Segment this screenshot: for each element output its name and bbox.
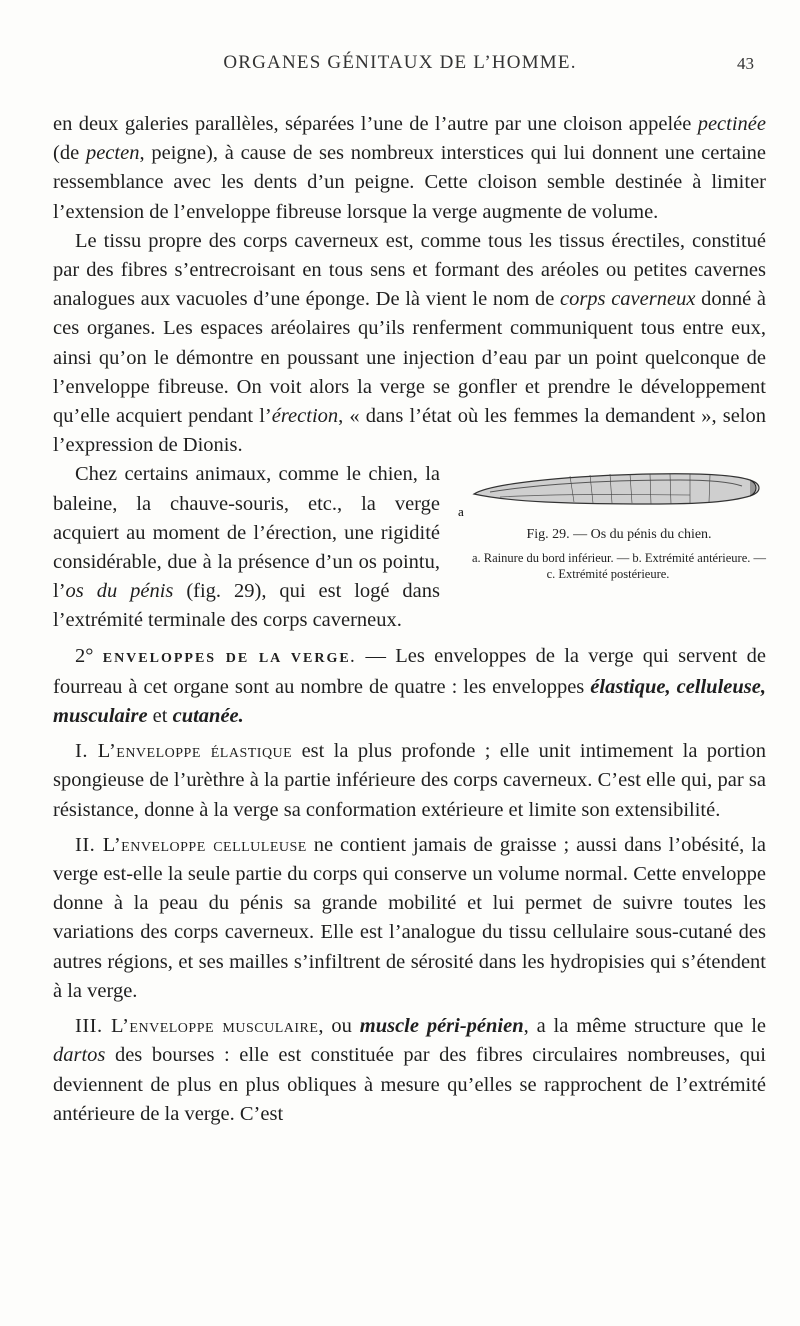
paragraph-7: III. L’enveloppe musculaire, ou muscle péri-pénien, a la même structure que le dartos des bourses : elle est constituée par des fibres circulaires nombreuses, qui deviennent de plus en plus obliques à mesure qu’elles se rapprochent de l’extrémité antérieure de la verge. C’est [53,1015,766,1125]
running-title: ORGANES GÉNITAUX DE L’HOMME. [223,52,577,73]
figure-legend: a. Rainure du bord inférieur. — b. Extrémité antérieure. — c. Extrémité postérieure. [472,551,766,582]
penis-bone-illustration [450,464,766,524]
subsection-heading: II. L’enveloppe celluleuse [75,833,307,856]
paragraph-3: a Fig. 29. — Os du pénis du chien. a. Rainure du bord inférieur. — b. Extrémité antérieure. — c. Extrémité postérieure. Chez certains animaux, comme le chien, la baleine, la chauve-souris, etc., la verge acquiert au moment de l’érection, une rigidité considérable, due à la présence d’un os pointu, l’os du pénis (fig. 29), qui est logé dans l’extrémité terminale des corps caverneux. [53,463,766,632]
body-text [53,110,766,1129]
paragraph-4: 2° ENVELOPPES DE LA VERGE. — Les enveloppes de la verge qui servent de fourreau à cet organe sont au nombre de quatre : les enveloppes élastique, celluleuse, musculaire et cutanée. [53,644,767,728]
figure-label-a: a [458,504,464,520]
paragraph-1: en deux galeries parallèles, séparées l’une de l’autre par une cloison appelée pectinée (de pecten, peigne), à cause de ses nombreux interstices qui lui donnent une certaine ressemblance avec les dents d’un peigne. Cette cloison semble destinée à limiter l’extension de l’enveloppe fibreuse lorsque la verge augmente de volume. [53,113,766,223]
figure-29 [450,464,766,582]
page-header [0,52,800,82]
figure-caption: Fig. 29. — Os du pénis du chien. [526,527,712,543]
paragraph-2: Le tissu propre des corps caverneux est, comme tous les tissus érectiles, constitué par des fibres s’entrecroisant en tous sens et formant des aréoles ou petites cavernes analogues aux vacuoles d’une éponge. De là vient le nom de corps caverneux donné à ces organes. Les espaces aréolaires qu’ils renferment communiquent tous entre eux, ainsi qu’on le démontre en poussant une injection d’eau par un point quelconque de l’enveloppe fibreuse. On voit alors la verge se gonfler et prendre le développement qu’elle acquiert pendant l’érection, « dans l’état où les femmes la demandent », selon l’expression de Dionis. [53,229,766,457]
subsection-heading: I. L’enveloppe élastique [75,740,293,763]
section-heading: ENVELOPPES DE LA VERGE. [102,650,357,666]
paragraph-5: I. L’enveloppe élastique est la plus profonde ; elle unit intimement la portion spongieuse de l’urèthre à la partie inférieure des corps caverneux. C’est elle qui, par sa résistance, donne à la verge sa conformation extérieure et limite son extensibilité. [53,740,766,821]
subsection-heading: III. L’enveloppe musculaire [75,1015,319,1038]
page-number: 43 [737,54,754,73]
paragraph-6: II. L’enveloppe celluleuse ne contient jamais de graisse ; aussi dans l’obésité, la verge est-elle la seule partie du corps qui conserve un volume normal. Cette enveloppe donne à la peau du pénis sa grande mobilité et lui permet de suivre toutes les variations des corps caverneux. Elle est l’analogue du tissu cellulaire sous-cutané des autres régions, et ses mailles s’infiltrent de sérosité dans les hydropisies qui s’étendent à la verge. [53,833,767,1002]
